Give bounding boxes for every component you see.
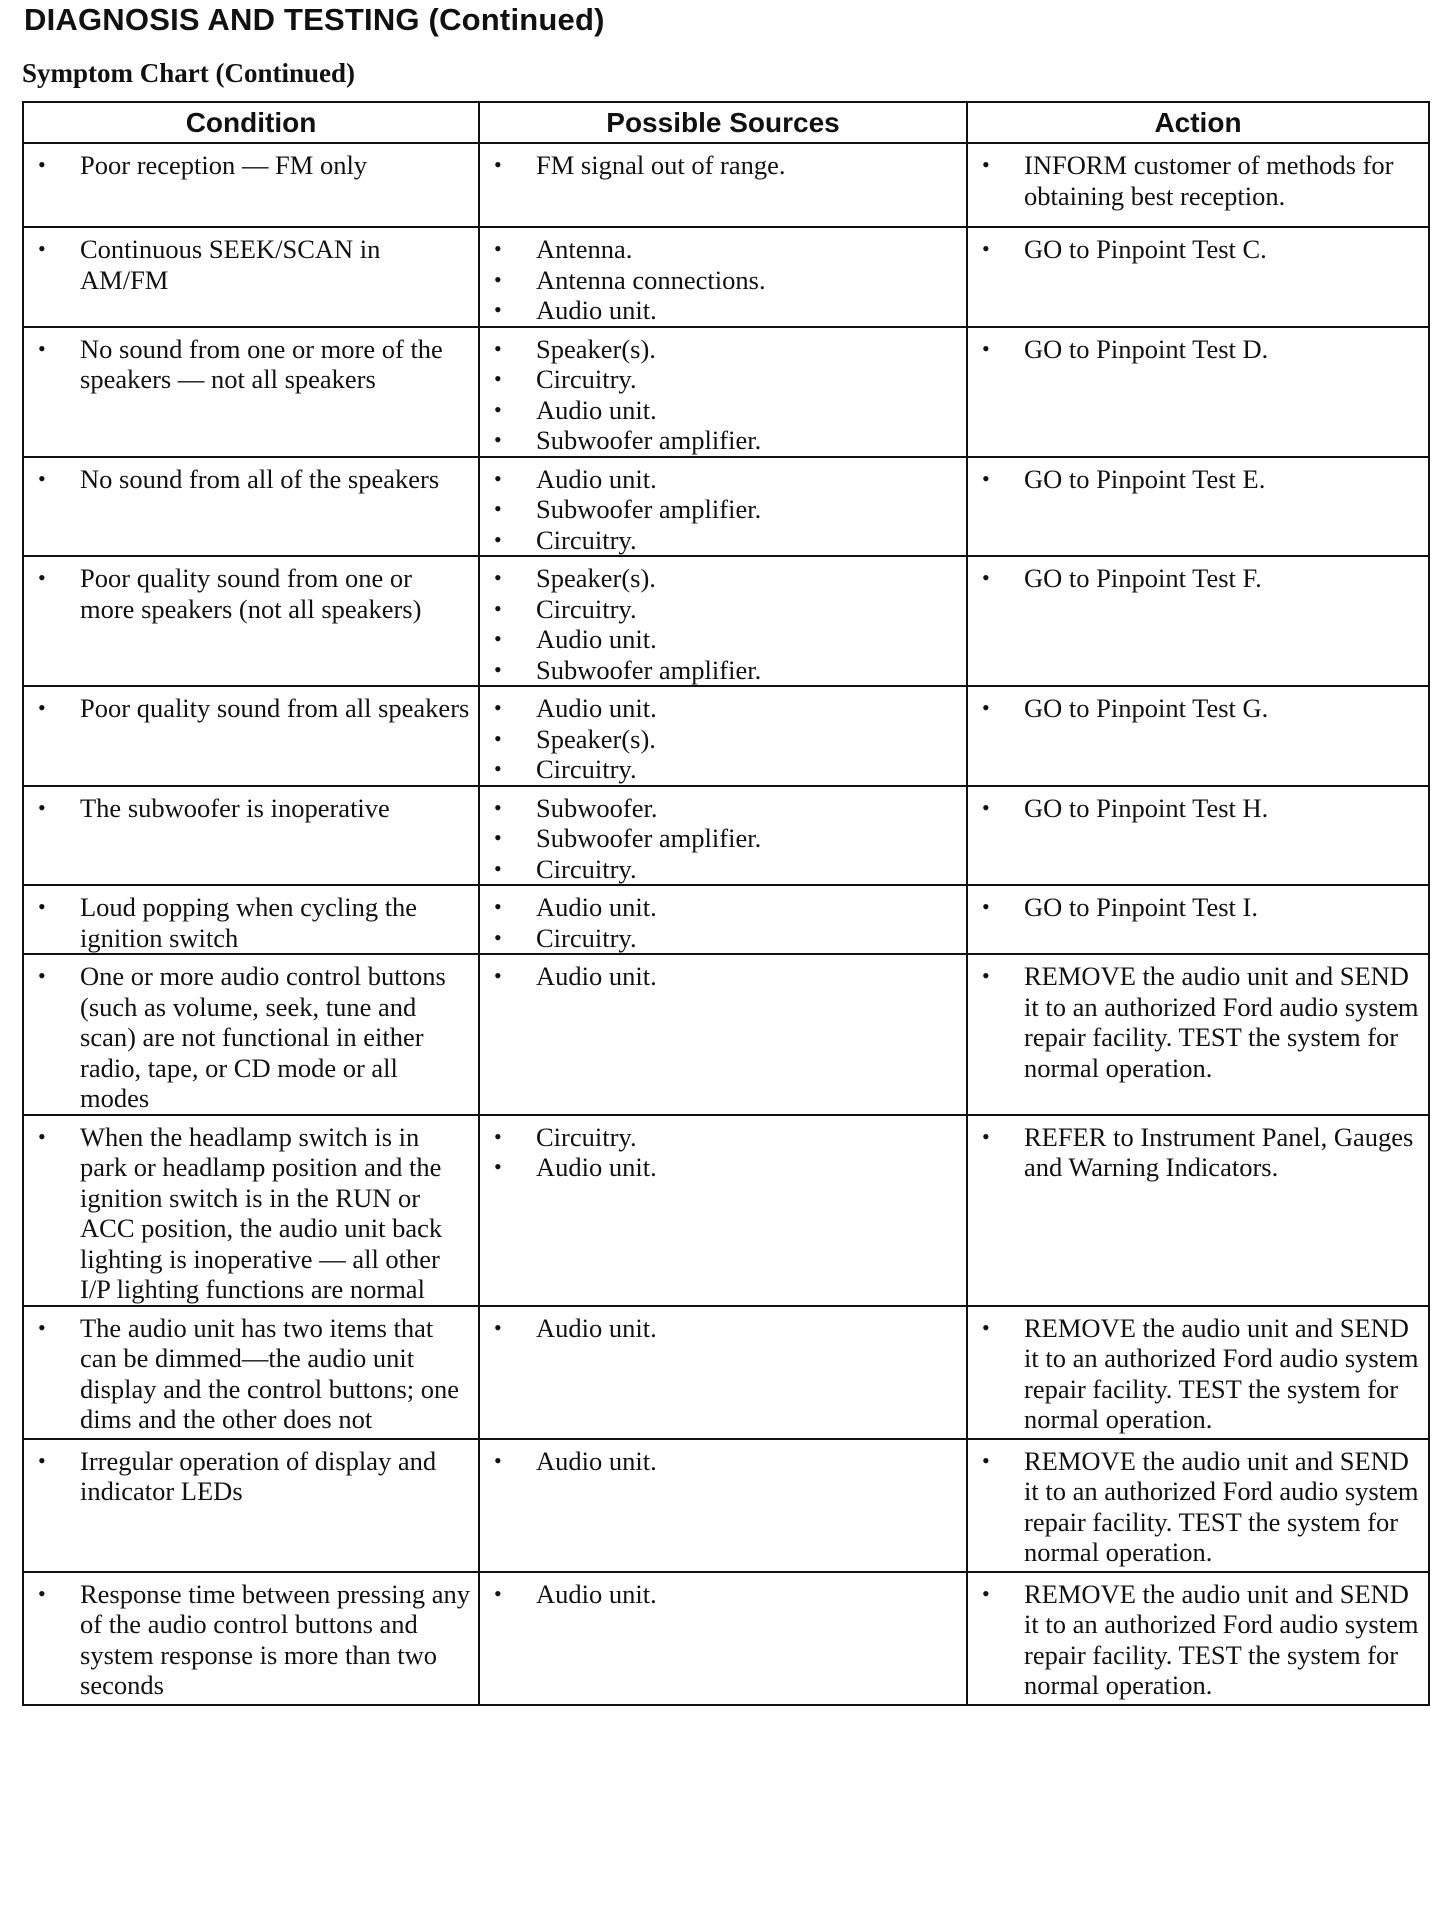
list-item-text: Circuitry. bbox=[536, 922, 637, 953]
bullet-icon: • bbox=[494, 626, 502, 651]
list-item-text: Subwoofer amplifier. bbox=[536, 494, 762, 524]
bullet-list bbox=[30, 234, 472, 295]
list-item bbox=[486, 295, 960, 326]
action-cell bbox=[967, 786, 1429, 886]
action-cell bbox=[967, 143, 1429, 227]
list-item bbox=[486, 425, 960, 456]
bullet-icon: • bbox=[38, 894, 46, 919]
list-item bbox=[486, 1152, 960, 1183]
possible-sources-cell bbox=[479, 327, 967, 457]
possible-sources-cell bbox=[479, 1115, 967, 1306]
list-item bbox=[974, 563, 1422, 594]
list-item bbox=[30, 563, 472, 624]
list-item bbox=[486, 334, 960, 365]
list-item bbox=[30, 464, 472, 495]
bullet-list bbox=[30, 150, 472, 181]
list-item-text: Subwoofer amplifier. bbox=[536, 823, 762, 853]
possible-sources-cell bbox=[479, 686, 967, 786]
bullet-list bbox=[30, 334, 472, 395]
bullet-icon: • bbox=[982, 1447, 990, 1473]
list-item-text: Audio unit. bbox=[536, 1445, 657, 1476]
list-item bbox=[486, 754, 960, 785]
list-item-text: Audio unit. bbox=[536, 624, 657, 654]
list-item bbox=[30, 234, 472, 295]
list-item-text: GO to Pinpoint Test I. bbox=[1024, 892, 1258, 922]
bullet-icon: • bbox=[494, 1580, 502, 1606]
bullet-list bbox=[486, 1579, 960, 1610]
list-item bbox=[974, 961, 1422, 1083]
bullet-icon: • bbox=[494, 894, 502, 919]
action-cell bbox=[967, 1115, 1429, 1306]
list-item-text: Speaker(s). bbox=[536, 723, 656, 754]
possible-sources-cell bbox=[479, 954, 967, 1115]
possible-sources-cell bbox=[479, 457, 967, 557]
list-item-text: Antenna connections. bbox=[536, 264, 766, 295]
list-item-text: Speaker(s). bbox=[536, 333, 656, 364]
bullet-list bbox=[486, 563, 960, 685]
bullet-list bbox=[486, 1122, 960, 1183]
bullet-icon: • bbox=[494, 335, 502, 361]
list-item-text: Audio unit. bbox=[536, 1152, 657, 1182]
bullet-icon: • bbox=[494, 1447, 502, 1473]
list-item bbox=[486, 464, 960, 495]
chart-title: Symptom Chart (Continued) bbox=[22, 58, 356, 88]
list-item-text: Poor quality sound from one or more speakers (not all speakers) bbox=[80, 563, 422, 624]
list-item-text: No sound from one or more of the speakers — not all speakers bbox=[80, 333, 443, 394]
list-item bbox=[486, 364, 960, 395]
bullet-icon: • bbox=[982, 1580, 990, 1606]
bullet-icon: • bbox=[494, 152, 502, 177]
list-item-text: When the headlamp switch is in park or headlamp position and the ignition switch is in the RUN or ACC position, the audio unit back lighting is inoperative — all other I/P lighting functions are normal bbox=[80, 1121, 443, 1304]
condition-cell bbox=[23, 1115, 479, 1306]
list-item bbox=[486, 234, 960, 265]
bullet-list bbox=[974, 693, 1422, 724]
list-item-text: Audio unit. bbox=[536, 693, 657, 723]
action-cell bbox=[967, 457, 1429, 557]
condition-cell bbox=[23, 227, 479, 327]
bullet-list bbox=[486, 1446, 960, 1477]
list-item-text: Circuitry. bbox=[536, 1121, 637, 1152]
list-item-text: One or more audio control buttons (such as volume, seek, tune and scan) are not functional in either radio, tape, or CD mode or all modes bbox=[80, 961, 446, 1113]
bullet-list bbox=[30, 1122, 472, 1305]
table-row bbox=[23, 1115, 1429, 1306]
list-item bbox=[30, 334, 472, 395]
list-item-text: GO to Pinpoint Test F. bbox=[1024, 563, 1262, 593]
column-header-action: Action bbox=[967, 102, 1429, 143]
list-item bbox=[30, 150, 472, 181]
bullet-icon: • bbox=[982, 236, 990, 261]
bullet-list bbox=[974, 464, 1422, 495]
bullet-icon: • bbox=[982, 695, 990, 720]
bullet-icon: • bbox=[494, 396, 502, 422]
bullet-list bbox=[30, 793, 472, 824]
table-row bbox=[23, 1572, 1429, 1705]
bullet-icon: • bbox=[494, 526, 502, 552]
list-item-text: Continuous SEEK/SCAN in AM/FM bbox=[80, 234, 381, 295]
bullet-list bbox=[486, 892, 960, 953]
list-item-text: Circuitry. bbox=[536, 754, 637, 784]
bullet-icon: • bbox=[982, 1123, 990, 1149]
action-cell bbox=[967, 686, 1429, 786]
bullet-icon: • bbox=[982, 894, 990, 919]
list-item bbox=[974, 1579, 1422, 1701]
action-cell bbox=[967, 954, 1429, 1115]
list-item bbox=[486, 1446, 960, 1477]
list-item bbox=[30, 693, 472, 724]
bullet-icon: • bbox=[38, 335, 46, 361]
condition-cell bbox=[23, 143, 479, 227]
list-item bbox=[486, 1313, 960, 1344]
bullet-icon: • bbox=[38, 1123, 46, 1149]
list-item bbox=[486, 150, 960, 181]
list-item-text: GO to Pinpoint Test G. bbox=[1024, 693, 1269, 723]
list-item bbox=[486, 823, 960, 854]
bullet-icon: • bbox=[494, 725, 502, 751]
list-item bbox=[974, 464, 1422, 495]
list-item bbox=[486, 961, 960, 992]
bullet-list bbox=[30, 1446, 472, 1507]
list-item bbox=[486, 594, 960, 625]
list-item bbox=[974, 1446, 1422, 1568]
bullet-icon: • bbox=[494, 1154, 502, 1179]
condition-cell bbox=[23, 954, 479, 1115]
list-item bbox=[486, 892, 960, 923]
bullet-icon: • bbox=[982, 963, 990, 988]
list-item-text: GO to Pinpoint Test E. bbox=[1024, 463, 1266, 494]
bullet-icon: • bbox=[494, 366, 502, 391]
list-item bbox=[30, 892, 472, 953]
list-item bbox=[486, 693, 960, 724]
bullet-icon: • bbox=[494, 825, 502, 850]
list-item bbox=[974, 1122, 1422, 1183]
bullet-list bbox=[486, 793, 960, 885]
list-item bbox=[486, 265, 960, 296]
bullet-list bbox=[974, 334, 1422, 365]
bullet-icon: • bbox=[982, 152, 990, 177]
possible-sources-cell bbox=[479, 1439, 967, 1572]
condition-cell bbox=[23, 556, 479, 686]
list-item-text: Circuitry. bbox=[536, 593, 637, 624]
symptom-chart-table bbox=[22, 101, 1430, 1706]
list-item bbox=[30, 1313, 472, 1435]
list-item-text: Audio unit. bbox=[536, 1312, 657, 1343]
bullet-icon: • bbox=[38, 465, 46, 491]
bullet-list bbox=[974, 1446, 1422, 1568]
bullet-list bbox=[974, 892, 1422, 923]
list-item-text: REMOVE the audio unit and SEND it to an authorized Ford audio system repair facility. TEST the system for normal operation. bbox=[1024, 1445, 1419, 1567]
table-row bbox=[23, 457, 1429, 557]
list-item bbox=[486, 624, 960, 655]
list-item-text: Circuitry. bbox=[536, 364, 637, 394]
bullet-icon: • bbox=[38, 794, 46, 820]
bullet-icon: • bbox=[494, 266, 502, 292]
possible-sources-cell bbox=[479, 1572, 967, 1705]
table-row bbox=[23, 327, 1429, 457]
possible-sources-cell bbox=[479, 227, 967, 327]
list-item bbox=[974, 693, 1422, 724]
bullet-list bbox=[486, 961, 960, 992]
list-item-text: Antenna. bbox=[536, 234, 633, 264]
table-row bbox=[23, 1306, 1429, 1439]
bullet-list bbox=[974, 1313, 1422, 1435]
bullet-list bbox=[30, 1579, 472, 1701]
column-header-condition: Condition bbox=[23, 102, 479, 143]
list-item-text: Subwoofer amplifier. bbox=[536, 654, 762, 685]
bullet-icon: • bbox=[494, 595, 502, 621]
list-item-text: Poor quality sound from all speakers bbox=[80, 693, 470, 723]
table-row bbox=[23, 556, 1429, 686]
list-item-text: Circuitry. bbox=[536, 524, 637, 555]
bullet-icon: • bbox=[38, 1580, 46, 1606]
bullet-icon: • bbox=[494, 465, 502, 491]
bullet-icon: • bbox=[494, 1314, 502, 1340]
list-item bbox=[486, 923, 960, 954]
bullet-icon: • bbox=[494, 427, 502, 452]
bullet-icon: • bbox=[38, 963, 46, 988]
list-item-text: Poor reception — FM only bbox=[80, 150, 368, 180]
bullet-list bbox=[30, 464, 472, 495]
bullet-icon: • bbox=[494, 236, 502, 261]
condition-cell bbox=[23, 1439, 479, 1572]
bullet-list bbox=[30, 892, 472, 953]
bullet-icon: • bbox=[38, 1314, 46, 1340]
table-row bbox=[23, 686, 1429, 786]
bullet-icon: • bbox=[982, 1314, 990, 1340]
list-item-text: Audio unit. bbox=[536, 394, 657, 425]
list-item bbox=[974, 334, 1422, 365]
bullet-list bbox=[974, 961, 1422, 1083]
action-cell bbox=[967, 327, 1429, 457]
bullet-icon: • bbox=[494, 963, 502, 988]
bullet-icon: • bbox=[38, 152, 46, 177]
bullet-icon: • bbox=[494, 656, 502, 682]
list-item bbox=[486, 854, 960, 885]
list-item bbox=[30, 1446, 472, 1507]
bullet-list bbox=[486, 234, 960, 326]
list-item-text: Audio unit. bbox=[536, 961, 657, 991]
list-item bbox=[486, 525, 960, 556]
bullet-list bbox=[974, 150, 1422, 211]
bullet-icon: • bbox=[38, 695, 46, 720]
bullet-icon: • bbox=[38, 565, 46, 590]
list-item-text: Subwoofer amplifier. bbox=[536, 425, 762, 455]
condition-cell bbox=[23, 1306, 479, 1439]
bullet-icon: • bbox=[494, 496, 502, 521]
action-cell bbox=[967, 227, 1429, 327]
list-item-text: Audio unit. bbox=[536, 1578, 657, 1609]
bullet-icon: • bbox=[38, 236, 46, 261]
list-item bbox=[974, 1313, 1422, 1435]
bullet-icon: • bbox=[38, 1447, 46, 1473]
bullet-list bbox=[486, 150, 960, 181]
bullet-icon: • bbox=[982, 465, 990, 491]
table-row bbox=[23, 1439, 1429, 1572]
list-item bbox=[974, 234, 1422, 265]
table-row bbox=[23, 954, 1429, 1115]
list-item-text: GO to Pinpoint Test C. bbox=[1024, 234, 1267, 264]
bullet-list bbox=[974, 1122, 1422, 1183]
list-item bbox=[486, 793, 960, 824]
list-item bbox=[486, 494, 960, 525]
bullet-list bbox=[974, 793, 1422, 824]
bullet-list bbox=[486, 1313, 960, 1344]
list-item-text: Loud popping when cycling the ignition switch bbox=[80, 892, 418, 953]
condition-cell bbox=[23, 786, 479, 886]
list-item bbox=[486, 655, 960, 686]
list-item bbox=[30, 1579, 472, 1701]
bullet-list bbox=[486, 334, 960, 456]
action-cell bbox=[967, 556, 1429, 686]
condition-cell bbox=[23, 885, 479, 954]
possible-sources-cell bbox=[479, 556, 967, 686]
list-item bbox=[974, 892, 1422, 923]
action-cell bbox=[967, 885, 1429, 954]
list-item bbox=[486, 563, 960, 594]
bullet-list bbox=[30, 961, 472, 1114]
condition-cell bbox=[23, 1572, 479, 1705]
table-header-row bbox=[23, 102, 1429, 143]
bullet-icon: • bbox=[494, 565, 502, 590]
list-item bbox=[486, 1122, 960, 1153]
action-cell bbox=[967, 1306, 1429, 1439]
list-item-text: Audio unit. bbox=[536, 463, 657, 494]
column-header-possible-sources: Possible Sources bbox=[479, 102, 967, 143]
list-item-text: Speaker(s). bbox=[536, 563, 656, 593]
bullet-icon: • bbox=[982, 565, 990, 590]
bullet-list bbox=[974, 1579, 1422, 1701]
list-item-text: The subwoofer is inoperative bbox=[80, 792, 390, 823]
bullet-icon: • bbox=[494, 924, 502, 950]
list-item bbox=[30, 793, 472, 824]
list-item-text: REMOVE the audio unit and SEND it to an authorized Ford audio system repair facility. TEST the system for normal operation. bbox=[1024, 1578, 1419, 1700]
bullet-icon: • bbox=[982, 335, 990, 361]
possible-sources-cell bbox=[479, 143, 967, 227]
list-item-text: GO to Pinpoint Test H. bbox=[1024, 792, 1269, 823]
action-cell bbox=[967, 1572, 1429, 1705]
condition-cell bbox=[23, 457, 479, 557]
bullet-list bbox=[30, 1313, 472, 1435]
list-item-text: REFER to Instrument Panel, Gauges and Warning Indicators. bbox=[1024, 1121, 1414, 1182]
bullet-icon: • bbox=[494, 1123, 502, 1149]
list-item bbox=[486, 1579, 960, 1610]
table-row bbox=[23, 885, 1429, 954]
bullet-icon: • bbox=[494, 855, 502, 881]
condition-cell bbox=[23, 327, 479, 457]
action-cell bbox=[967, 1439, 1429, 1572]
list-item bbox=[974, 793, 1422, 824]
bullet-list bbox=[486, 693, 960, 785]
list-item-text: Response time between pressing any of the audio control buttons and system response is more than two seconds bbox=[80, 1578, 471, 1700]
bullet-icon: • bbox=[982, 794, 990, 820]
table-body bbox=[23, 143, 1429, 1705]
list-item-text: REMOVE the audio unit and SEND it to an authorized Ford audio system repair facility. TEST the system for normal operation. bbox=[1024, 1312, 1419, 1434]
bullet-list bbox=[30, 563, 472, 624]
possible-sources-cell bbox=[479, 1306, 967, 1439]
bullet-icon: • bbox=[494, 756, 502, 781]
list-item-text: Irregular operation of display and indicator LEDs bbox=[80, 1445, 437, 1506]
list-item-text: Circuitry. bbox=[536, 853, 637, 884]
table-row bbox=[23, 227, 1429, 327]
list-item-text: Subwoofer. bbox=[536, 792, 658, 823]
bullet-list bbox=[974, 563, 1422, 594]
bullet-list bbox=[30, 693, 472, 724]
bullet-list bbox=[486, 464, 960, 556]
bullet-icon: • bbox=[494, 695, 502, 720]
table-row bbox=[23, 786, 1429, 886]
list-item-text: GO to Pinpoint Test D. bbox=[1024, 333, 1269, 364]
bullet-icon: • bbox=[494, 794, 502, 820]
list-item-text: FM signal out of range. bbox=[536, 150, 786, 180]
condition-cell bbox=[23, 686, 479, 786]
bullet-list bbox=[974, 234, 1422, 265]
list-item-text: REMOVE the audio unit and SEND it to an authorized Ford audio system repair facility. TEST the system for normal operation. bbox=[1024, 961, 1419, 1083]
list-item bbox=[974, 150, 1422, 211]
list-item-text: No sound from all of the speakers bbox=[80, 463, 440, 494]
list-item-text: The audio unit has two items that can be dimmed—the audio unit display and the control buttons; one dims and the other does not bbox=[80, 1312, 460, 1434]
list-item bbox=[30, 961, 472, 1114]
list-item bbox=[486, 724, 960, 755]
possible-sources-cell bbox=[479, 885, 967, 954]
list-item-text: INFORM customer of methods for obtaining best reception. bbox=[1024, 150, 1394, 211]
list-item-text: Audio unit. bbox=[536, 295, 657, 325]
section-title: DIAGNOSIS AND TESTING (Continued) bbox=[24, 2, 605, 37]
table-row bbox=[23, 143, 1429, 227]
list-item-text: Audio unit. bbox=[536, 892, 657, 922]
bullet-icon: • bbox=[494, 297, 502, 322]
possible-sources-cell bbox=[479, 786, 967, 886]
list-item bbox=[486, 395, 960, 426]
list-item bbox=[30, 1122, 472, 1305]
